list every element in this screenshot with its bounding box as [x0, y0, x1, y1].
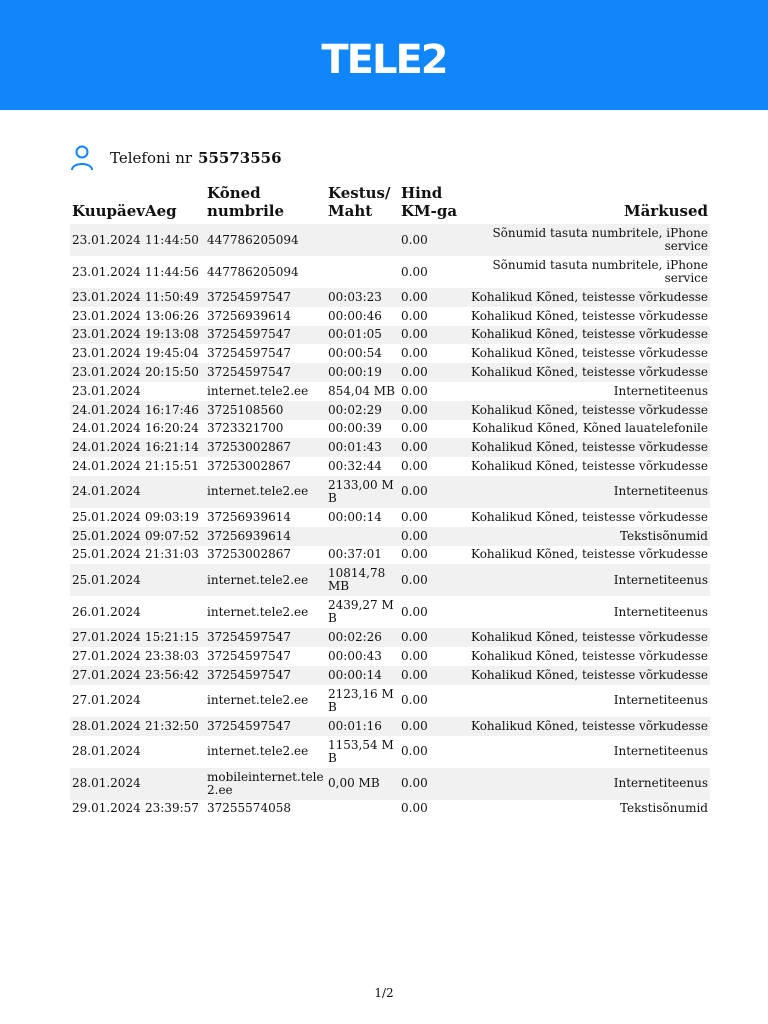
table-row — [70, 401, 710, 420]
page-number: 1/2 — [374, 986, 394, 1000]
cell-price: 0.00 — [401, 509, 428, 524]
cell-time — [143, 596, 205, 628]
table-row — [70, 768, 710, 800]
table-row — [70, 508, 710, 527]
cell-number: internet.tele2.ee — [207, 383, 309, 398]
cell-number: 37254597547 — [205, 628, 326, 647]
cell-duration: 00:00:43 — [328, 649, 382, 664]
cell-date: 23.01.2024 — [72, 383, 141, 398]
phone-label: Telefoni nr — [110, 149, 193, 167]
cell-date: 24.01.2024 — [72, 421, 141, 436]
phone-info — [70, 144, 282, 172]
header-number-line1: Kõned — [207, 184, 261, 202]
cell-date: 23.01.2024 — [70, 363, 143, 382]
cell-number: 3723321700 — [207, 421, 284, 436]
cell-time: 09:03:19 — [145, 509, 199, 524]
table-row — [70, 666, 710, 685]
cell-price: 0.00 — [399, 527, 461, 546]
cell-duration — [326, 527, 399, 546]
cell-time: 20:15:50 — [143, 363, 205, 382]
cell-price: 0.00 — [401, 308, 428, 323]
cell-duration: 00:00:14 — [326, 666, 399, 685]
cell-date: 24.01.2024 — [70, 438, 143, 457]
header-duration — [326, 184, 399, 224]
cell-duration: 00:01:16 — [326, 717, 399, 736]
cell-date: 28.01.2024 — [70, 717, 143, 736]
table-row — [70, 596, 710, 628]
tele2-logo: TELE2 — [321, 37, 447, 83]
cell-price: 0.00 — [401, 693, 428, 708]
cell-date: 25.01.2024 — [72, 509, 141, 524]
cell-duration: 00:02:29 — [326, 401, 399, 420]
cell-duration: 1153,54 MB — [328, 737, 394, 765]
cell-date: 23.01.2024 — [70, 224, 143, 256]
cell-time — [143, 476, 205, 508]
cell-duration: 00:37:01 — [328, 547, 382, 562]
cell-notes: Kohalikud Kõned, teistesse võrkudesse — [461, 288, 710, 307]
table-row — [70, 224, 710, 256]
cell-date: 28.01.2024 — [70, 768, 143, 800]
cell-price: 0.00 — [399, 476, 461, 508]
cell-price: 0.00 — [399, 438, 461, 457]
table-header-row — [70, 184, 710, 224]
cell-time: 13:06:26 — [145, 308, 199, 323]
cell-notes: Kohalikud Kõned, teistesse võrkudesse — [471, 649, 708, 664]
table-row — [70, 628, 710, 647]
cell-duration — [326, 256, 399, 288]
cell-number: 37254597547 — [205, 666, 326, 685]
cell-number: 37253002867 — [207, 547, 291, 562]
cell-price: 0.00 — [399, 768, 461, 800]
cell-notes: Kohalikud Kõned, teistesse võrkudesse — [461, 326, 710, 345]
cell-notes: Kohalikud Kõned, teistesse võrkudesse — [471, 346, 708, 361]
cell-date: 29.01.2024 — [72, 801, 141, 816]
cell-price: 0.00 — [401, 547, 428, 562]
cell-price: 0.00 — [401, 264, 428, 279]
cell-duration: 00:00:39 — [328, 421, 382, 436]
cell-time: 09:07:52 — [143, 527, 205, 546]
cell-time: 11:44:56 — [145, 264, 199, 279]
cell-notes: Kohalikud Kõned, teistesse võrkudesse — [471, 509, 708, 524]
cell-number: internet.tele2.ee — [207, 604, 309, 619]
cell-duration — [326, 224, 399, 256]
cell-time: 19:45:04 — [145, 346, 199, 361]
brand-header — [0, 0, 768, 110]
cell-notes: Kohalikud Kõned, teistesse võrkudesse — [461, 666, 710, 685]
table-row — [70, 564, 710, 596]
cell-time: 11:44:50 — [143, 224, 205, 256]
cell-number: internet.tele2.ee — [205, 476, 326, 508]
cell-number: 447786205094 — [207, 264, 299, 279]
cell-price: 0.00 — [399, 717, 461, 736]
cell-time: 16:20:24 — [145, 421, 199, 436]
cell-duration: 00:00:46 — [328, 308, 382, 323]
cell-notes: Kohalikud Kõned, teistesse võrkudesse — [461, 363, 710, 382]
cell-duration: 00:00:54 — [328, 346, 382, 361]
header-time: Aeg — [145, 202, 177, 220]
table-row — [70, 647, 710, 666]
cell-notes: Internetiteenus — [461, 564, 710, 596]
cell-time: 23:39:57 — [145, 801, 199, 816]
table-body — [70, 224, 710, 818]
table-row — [70, 256, 710, 288]
cell-notes: Kohalikud Kõned, teistesse võrkudesse — [461, 401, 710, 420]
cell-date: 23.01.2024 — [70, 326, 143, 345]
cell-price: 0.00 — [401, 459, 428, 474]
cell-number: 37256939614 — [207, 509, 291, 524]
cell-number: 37254597547 — [205, 363, 326, 382]
cell-price: 0.00 — [401, 744, 428, 759]
cell-notes: Internetiteenus — [461, 768, 710, 800]
table-row — [70, 476, 710, 508]
cell-price: 0.00 — [401, 801, 428, 816]
header-notes: Märkused — [623, 202, 708, 220]
cell-time: 15:21:15 — [143, 628, 205, 647]
table-row — [70, 288, 710, 307]
cell-date: 24.01.2024 — [70, 401, 143, 420]
cell-number: internet.tele2.ee — [207, 693, 309, 708]
cell-date: 25.01.2024 — [70, 564, 143, 596]
cell-date: 25.01.2024 — [72, 547, 141, 562]
table-row — [70, 546, 710, 565]
cell-price: 0.00 — [399, 401, 461, 420]
cell-duration: 2133,00 MB — [326, 476, 399, 508]
cell-time — [143, 382, 205, 401]
cell-date: 28.01.2024 — [72, 744, 141, 759]
cell-date: 24.01.2024 — [72, 459, 141, 474]
cell-date: 27.01.2024 — [72, 649, 141, 664]
cell-price: 0.00 — [399, 224, 461, 256]
cell-price: 0.00 — [399, 564, 461, 596]
cell-time: 19:13:08 — [143, 326, 205, 345]
cell-duration: 00:00:14 — [328, 509, 382, 524]
cell-notes: Kohalikud Kõned, teistesse võrkudesse — [471, 547, 708, 562]
header-duration-line1: Kestus/ — [328, 184, 391, 202]
cell-duration: 10814,78 MB — [326, 564, 399, 596]
cell-number: 37253002867 — [207, 459, 291, 474]
cell-price: 0.00 — [399, 326, 461, 345]
cell-price: 0.00 — [399, 363, 461, 382]
cell-number: 37255574058 — [207, 801, 291, 816]
cell-date: 23.01.2024 — [72, 346, 141, 361]
header-duration-line2: Maht — [328, 202, 373, 220]
cell-date: 24.01.2024 — [70, 476, 143, 508]
cell-date: 23.01.2024 — [70, 288, 143, 307]
cell-number: 37254597547 — [207, 649, 291, 664]
cell-number: 37253002867 — [205, 438, 326, 457]
cell-time: 23:38:03 — [145, 649, 199, 664]
cell-notes: Sõnumid tasuta numbritele, iPhone service — [461, 224, 710, 256]
header-price-line2: KM-ga — [401, 202, 458, 220]
cell-price: 0.00 — [401, 421, 428, 436]
cell-date: 27.01.2024 — [70, 628, 143, 647]
cell-notes: Kohalikud Kõned, Kõned lauatelefonile — [471, 421, 708, 436]
cell-price: 0.00 — [401, 383, 428, 398]
cell-notes: Internetiteenus — [613, 383, 708, 398]
cell-notes: Kohalikud Kõned, teistesse võrkudesse — [461, 438, 710, 457]
table-row — [70, 326, 710, 345]
cell-notes: Internetiteenus — [613, 604, 708, 619]
cell-date: 23.01.2024 — [72, 308, 141, 323]
cell-number: internet.tele2.ee — [207, 744, 309, 759]
table-row — [70, 736, 710, 768]
cell-number: 447786205094 — [205, 224, 326, 256]
cell-duration: 00:02:26 — [326, 628, 399, 647]
table-row — [70, 717, 710, 736]
cell-duration: 00:03:23 — [326, 288, 399, 307]
cell-number: 37256939614 — [207, 308, 291, 323]
table-row — [70, 344, 710, 363]
cell-number: 37254597547 — [207, 346, 291, 361]
table-row — [70, 420, 710, 439]
table-row — [70, 685, 710, 717]
cell-notes: Internetiteenus — [613, 693, 708, 708]
user-icon — [70, 145, 94, 171]
cell-time: 23:56:42 — [143, 666, 205, 685]
cell-duration: 00:32:44 — [328, 459, 382, 474]
cell-number: internet.tele2.ee — [205, 564, 326, 596]
cell-duration — [326, 800, 399, 819]
cell-date: 27.01.2024 — [70, 666, 143, 685]
header-price-line1: Hind — [401, 184, 443, 202]
table-row — [70, 800, 710, 819]
cell-time: 16:21:14 — [143, 438, 205, 457]
cell-notes: Kohalikud Kõned, teistesse võrkudesse — [461, 628, 710, 647]
cell-price: 0.00 — [399, 288, 461, 307]
cell-notes: Tekstisõnumid — [619, 801, 708, 816]
cell-time — [143, 768, 205, 800]
cell-notes: Internetiteenus — [461, 476, 710, 508]
cell-price: 0.00 — [399, 666, 461, 685]
cell-number: 37254597547 — [205, 288, 326, 307]
cell-number: 3725108560 — [205, 401, 326, 420]
cell-duration: 00:01:05 — [326, 326, 399, 345]
cell-price: 0.00 — [401, 346, 428, 361]
table-row — [70, 307, 710, 326]
cell-time: 21:15:51 — [145, 459, 199, 474]
cell-time: 11:50:49 — [143, 288, 205, 307]
cell-date: 26.01.2024 — [72, 604, 141, 619]
table-row — [70, 527, 710, 546]
cell-duration: 0,00 MB — [326, 768, 399, 800]
cell-duration: 854,04 MB — [328, 383, 395, 398]
cell-time — [143, 736, 205, 768]
cell-notes: Internetiteenus — [613, 744, 708, 759]
call-records-table — [70, 184, 710, 818]
cell-time — [143, 685, 205, 717]
cell-time: 21:31:03 — [145, 547, 199, 562]
cell-number: 37254597547 — [205, 326, 326, 345]
cell-number: 37256939614 — [205, 527, 326, 546]
phone-number: 55573556 — [198, 149, 282, 167]
table-row — [70, 438, 710, 457]
cell-price: 0.00 — [401, 604, 428, 619]
cell-price: 0.00 — [399, 628, 461, 647]
cell-time — [143, 564, 205, 596]
header-number-line2: numbrile — [207, 202, 285, 220]
cell-date: 25.01.2024 — [70, 527, 143, 546]
cell-time: 21:32:50 — [143, 717, 205, 736]
cell-notes: Kohalikud Kõned, teistesse võrkudesse — [461, 717, 710, 736]
cell-date: 27.01.2024 — [72, 693, 141, 708]
cell-duration: 00:00:19 — [326, 363, 399, 382]
table-row — [70, 382, 710, 401]
cell-time: 16:17:46 — [143, 401, 205, 420]
cell-notes: Sõnumid tasuta numbritele, iPhone service — [492, 258, 708, 285]
cell-number: mobileinternet.tele2.ee — [205, 768, 326, 800]
cell-notes: Kohalikud Kõned, teistesse võrkudesse — [471, 308, 708, 323]
cell-number: 37254597547 — [205, 717, 326, 736]
cell-notes: Kohalikud Kõned, teistesse võrkudesse — [471, 459, 708, 474]
cell-duration: 2123,16 MB — [328, 686, 394, 714]
cell-notes: Tekstisõnumid — [461, 527, 710, 546]
table-row — [70, 363, 710, 382]
header-number — [205, 184, 326, 224]
cell-price: 0.00 — [401, 649, 428, 664]
cell-duration: 00:01:43 — [326, 438, 399, 457]
cell-duration: 2439,27 MB — [328, 598, 394, 626]
table-row — [70, 457, 710, 476]
cell-date: 23.01.2024 — [72, 264, 141, 279]
header-date: Kuupäev — [72, 202, 145, 220]
header-price — [399, 184, 461, 224]
